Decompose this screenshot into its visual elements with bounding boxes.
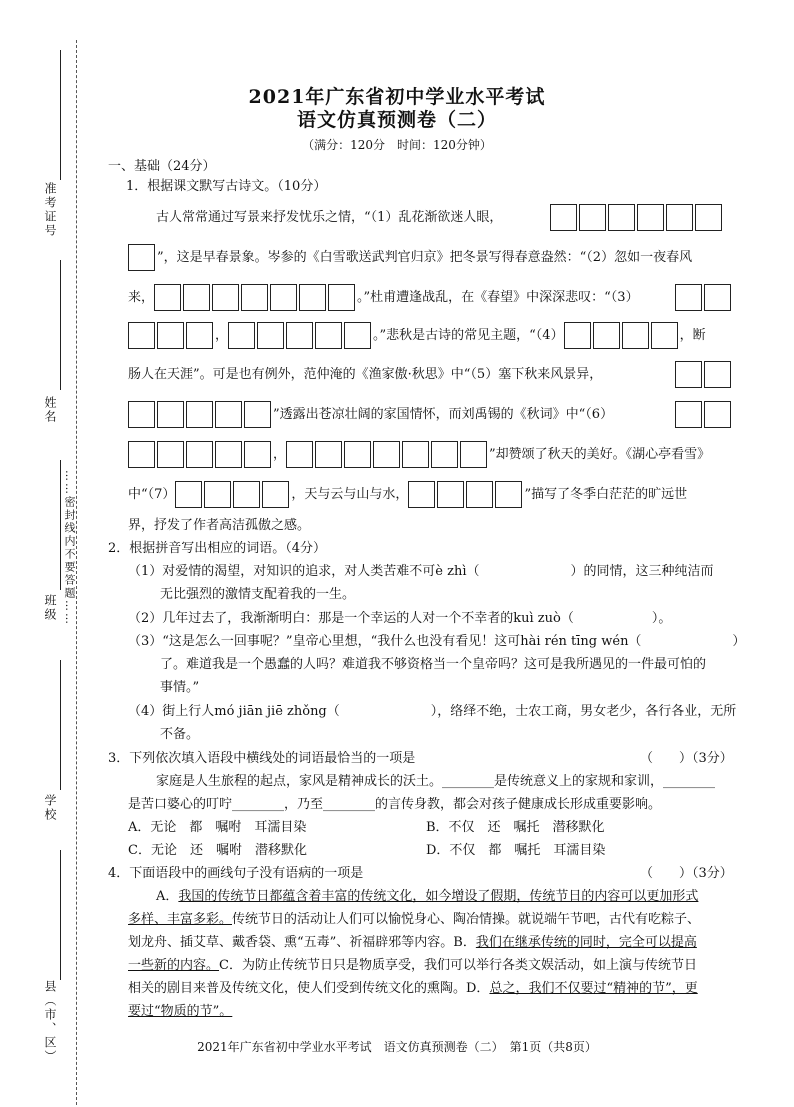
answer-box[interactable]: [270, 284, 297, 311]
q4-passage-line: 一些新的内容。C．为防止传统节日只是物质享受，我们可以举行各类文娱活动，如上演与传统节日: [128, 958, 697, 973]
answer-box[interactable]: [344, 441, 371, 468]
field-line: [60, 850, 61, 980]
answer-box[interactable]: [637, 204, 664, 231]
q2-item-4: （4）街上行人mó jiān jiē zhǒng（ ），络绎不绝，士农工商，男女老少，各行各业，无所: [128, 704, 737, 719]
answer-box[interactable]: [299, 284, 326, 311]
answer-box[interactable]: [186, 401, 213, 428]
answer-box[interactable]: [651, 322, 678, 349]
answer-box[interactable]: [186, 322, 213, 349]
answer-box[interactable]: [675, 361, 702, 388]
seal-line: [76, 40, 77, 1105]
answer-boxes[interactable]: [675, 400, 733, 429]
answer-box[interactable]: [186, 441, 213, 468]
margin-class-label: 班级: [43, 594, 57, 622]
answer-box[interactable]: [257, 322, 284, 349]
answer-box[interactable]: [704, 284, 731, 311]
answer-boxes[interactable]: [550, 203, 724, 232]
answer-box[interactable]: [262, 481, 289, 508]
answer-box[interactable]: [437, 481, 464, 508]
exam-title: 2021年广东省初中学业水平考试: [248, 86, 546, 108]
margin-school-label: 学校: [43, 794, 57, 822]
q2-item-3: （3）“这是怎么一回事呢？”皇帝心里想，“我什么也没有看见！这可hài rén tīng wén（ ）: [128, 634, 746, 649]
field-line: [60, 660, 61, 790]
answer-box[interactable]: [608, 204, 635, 231]
answer-box[interactable]: [622, 322, 649, 349]
margin-name-label: 姓名: [43, 396, 57, 424]
q3-option-c[interactable]: C．无论 还 嘱咐 潜移默化: [128, 843, 307, 858]
answer-box[interactable]: [286, 441, 313, 468]
q4-passage-line: 相关的剧目来普及传统文化，使人们受到传统文化的熏陶。D．总之，我们不仅要过“精神的节”，更: [128, 981, 698, 996]
question-2-stem: 2．根据拼音写出相应的词语。（4分）: [108, 541, 327, 556]
q2-item-4-cont: 不备。: [160, 727, 200, 742]
answer-box[interactable]: [233, 481, 260, 508]
answer-box[interactable]: [675, 284, 702, 311]
section-heading: 一、基础（24分）: [108, 159, 216, 174]
answer-box[interactable]: [460, 441, 487, 468]
answer-box[interactable]: [154, 284, 181, 311]
q4-passage-line: 划龙舟、插艾草、戴香袋、熏“五毒”、祈福辟邪等内容。B．我们在继承传统的同时，完全可以提高: [128, 935, 697, 950]
answer-box[interactable]: [128, 322, 155, 349]
answer-box[interactable]: [204, 481, 231, 508]
q1-line-6: ”透露出苍凉壮阔的家国情怀，而刘禹锡的《秋词》中“（6）: [128, 400, 613, 429]
answer-box[interactable]: [550, 204, 577, 231]
question-1-stem: 1．根据课文默写古诗文。（10分）: [126, 179, 327, 194]
question-4-score: （ ）（3分）: [640, 866, 733, 881]
q3-option-b[interactable]: B．不仅 还 嘱托 潜移默化: [426, 820, 605, 835]
answer-box[interactable]: [157, 322, 184, 349]
answer-box[interactable]: [593, 322, 620, 349]
field-line: [60, 460, 61, 590]
answer-box[interactable]: [675, 401, 702, 428]
answer-box[interactable]: [286, 322, 313, 349]
answer-box[interactable]: [315, 441, 342, 468]
answer-box[interactable]: [695, 204, 722, 231]
answer-box[interactable]: [157, 441, 184, 468]
answer-boxes[interactable]: [675, 360, 733, 389]
q1-line-4: ， 。”悲秋是古诗的常见主题，“（4） ，断: [128, 321, 706, 350]
answer-box[interactable]: [328, 284, 355, 311]
answer-box[interactable]: [495, 481, 522, 508]
margin-county-label: 县（市、区）: [43, 980, 57, 1064]
answer-box[interactable]: [344, 322, 371, 349]
answer-box[interactable]: [128, 244, 155, 271]
answer-box[interactable]: [228, 322, 255, 349]
q1-line-7: ， ”却赞颂了秋天的美好。《湖心亭看雪》: [128, 440, 710, 469]
q2-item-2: （2）几年过去了，我渐渐明白：那是一个幸运的人对一个不幸者的kuì zuò（ ）。: [128, 611, 672, 626]
answer-box[interactable]: [212, 284, 239, 311]
q1-line-1: 古人常常通过写景来抒发忧乐之情，“（1）乱花渐欲迷人眼，: [156, 210, 503, 225]
q4-passage-line: A．我国的传统节日都蕴含着丰富的传统文化，如今增设了假期，传统节日的内容可以更加形式: [156, 889, 699, 904]
field-line: [60, 260, 61, 390]
answer-box[interactable]: [315, 322, 342, 349]
answer-box[interactable]: [431, 441, 458, 468]
answer-box[interactable]: [215, 401, 242, 428]
q1-line-3: 来， 。”杜甫遭逢战乱，在《春望》中深深悲叹：“（3）: [128, 283, 639, 312]
q3-option-a[interactable]: A．无论 都 嘱咐 耳濡目染: [128, 820, 307, 835]
answer-box[interactable]: [402, 441, 429, 468]
q2-item-1: （1）对爱情的渴望，对知识的追求，对人类苦难不可è zhì（ ）的同情，这三种纯洁而: [128, 564, 714, 579]
exam-subtitle: 语文仿真预测卷（二）: [296, 109, 497, 131]
page-footer: 2021年广东省初中学业水平考试 语文仿真预测卷（二） 第1页（共8页）: [197, 1040, 597, 1054]
exam-info: （满分：120分 时间：120分钟）: [302, 138, 492, 152]
q1-line-5: 肠人在天涯”。可是也有例外，范仲淹的《渔家傲·秋思》中“（5）塞下秋来风景异，: [128, 367, 603, 382]
answer-box[interactable]: [564, 322, 591, 349]
answer-box[interactable]: [666, 204, 693, 231]
answer-box[interactable]: [128, 401, 155, 428]
q4-passage-line: 要过“物质的节”。: [128, 1004, 233, 1019]
answer-box[interactable]: [579, 204, 606, 231]
answer-box[interactable]: [215, 441, 242, 468]
answer-box[interactable]: [704, 361, 731, 388]
question-4-stem: 4．下面语段中的画线句子没有语病的一项是: [108, 866, 364, 881]
answer-boxes[interactable]: [675, 283, 733, 312]
answer-box[interactable]: [466, 481, 493, 508]
q1-line-9: 界，抒发了作者高洁孤傲之感。: [128, 518, 311, 533]
q3-passage: 家庭是人生旅程的起点，家风是精神成长的沃土。________是传统意义上的家规和家训，________: [156, 774, 716, 789]
q2-item-1-cont: 无比强烈的激情支配着我的一生。: [160, 587, 356, 602]
question-3-stem: 3．下列依次填入语段中横线处的词语最恰当的一项是: [108, 751, 416, 766]
q4-passage-line: 多样、丰富多彩。传统节日的活动让人们可以愉悦身心、陶冶情操。就说端午节吧，古代有吃粽子、: [128, 912, 701, 927]
margin-exam-id-label: 准考证号: [43, 182, 57, 238]
answer-box[interactable]: [704, 401, 731, 428]
q2-item-3-cont: 事情。”: [160, 680, 200, 695]
answer-box[interactable]: [408, 481, 435, 508]
answer-box[interactable]: [128, 441, 155, 468]
answer-box[interactable]: [157, 401, 184, 428]
answer-box[interactable]: [175, 481, 202, 508]
q2-item-3-cont: 了。难道我是一个愚蠢的人吗？难道我不够资格当一个皇帝吗？这可是我所遇见的一件最可怕的: [160, 657, 707, 672]
answer-box[interactable]: [373, 441, 400, 468]
margin-seal-note: ……密封线内不要答题……: [63, 470, 76, 626]
answer-box[interactable]: [244, 401, 271, 428]
q1-line-2: ”，这是早春景象。岑参的《白雪歌送武判官归京》把冬景写得春意盎然：“（2）忽如一夜春风: [128, 243, 692, 272]
answer-box[interactable]: [241, 284, 268, 311]
q1-line-8: 中“（7） ，天与云与山与水， ”描写了冬季白茫茫的旷远世: [128, 480, 687, 509]
q3-passage-cont: 是苦口婆心的叮咛________，乃至________的言传身教，都会对孩子健康成长形成重要影响。: [128, 797, 662, 812]
answer-box[interactable]: [183, 284, 210, 311]
q3-option-d[interactable]: D．不仅 都 嘱托 耳濡目染: [426, 843, 606, 858]
question-3-score: （ ）（3分）: [640, 751, 733, 766]
answer-box[interactable]: [244, 441, 271, 468]
